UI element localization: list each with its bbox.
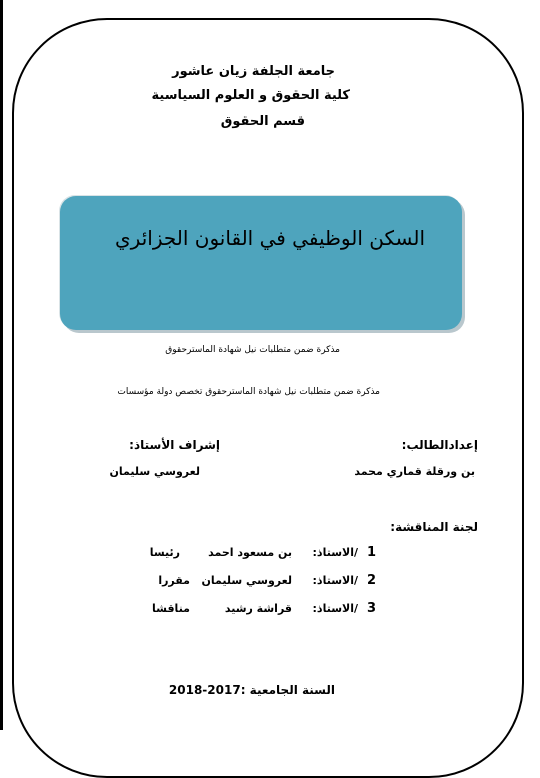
page-border-frame — [12, 18, 524, 778]
committee-prefix: /الاستاذ: — [312, 574, 358, 587]
committee-row — [140, 574, 380, 592]
thesis-title: السكن الوظيفي في القانون الجزائري — [115, 226, 425, 250]
university-name: جامعة الجلفة زيان عاشور — [172, 64, 335, 79]
committee-prefix: /الاستاذ: — [312, 546, 358, 559]
supervisor-name: لعروسي سليمان — [109, 465, 200, 478]
committee-member-name: بن مسعود احمد — [208, 546, 292, 559]
committee-role: مقررا — [158, 574, 190, 587]
committee-member-name: قراشة رشيد — [224, 602, 292, 615]
memo-line-2: مذكرة ضمن متطلبات نيل شهادة الماسترحقوق تخصص دولة مؤسسات — [117, 387, 380, 397]
committee-number: 3 — [366, 601, 376, 616]
committee-prefix: /الاستاذ: — [312, 602, 358, 615]
academic-year: السنة الجامعية :2017-2018 — [168, 683, 335, 697]
committee-role: مناقشا — [152, 602, 190, 615]
left-page-edge — [0, 0, 3, 730]
committee-member-name: لعروسي سليمان — [201, 574, 292, 587]
title-box — [60, 196, 462, 330]
department-name: قسم الحقوق — [220, 114, 305, 129]
faculty-name: كلية الحقوق و العلوم السياسية — [151, 88, 350, 103]
supervision-label: إشراف الأستاذ: — [129, 438, 220, 452]
committee-row — [140, 602, 380, 620]
committee-row — [140, 546, 380, 564]
committee-number: 1 — [366, 545, 376, 560]
memo-line-1: مذكرة ضمن متطلبات نيل شهادة الماسترحقوق — [165, 345, 340, 355]
prepared-by-label: إعدادالطالب: — [401, 438, 478, 452]
committee-label: لجنة المناقشة: — [390, 520, 478, 534]
committee-number: 2 — [366, 573, 376, 588]
student-name: بن ورقلة قماري محمد — [354, 465, 475, 478]
committee-role: رئيسا — [149, 546, 180, 559]
